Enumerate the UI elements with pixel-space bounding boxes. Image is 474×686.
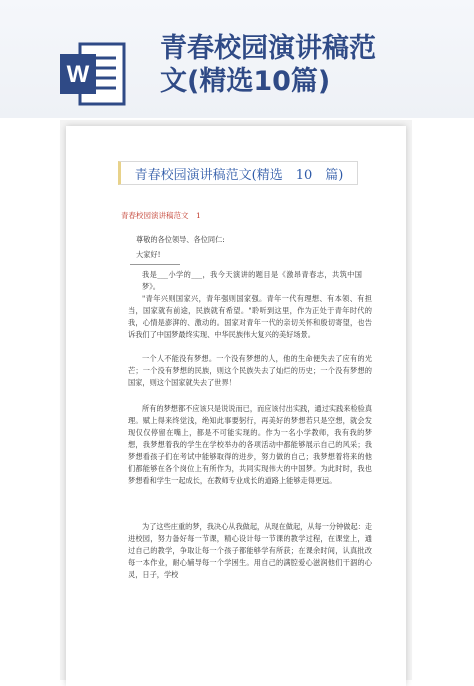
paragraph-1: 我是___小学的___，我今天演讲的题目是《激昂青春志，共筑中国梦》。: [142, 270, 362, 291]
paragraph-2: "青年兴则国家兴，青年强则国家强。青年一代有理想、有本领、有担当，国家就有前途，民族就有希望。"聆听到这里，作为正处于青年时代的我，心情是澎湃的、激动的。国家对青年一代的亲切关怀和殷切寄望，也告诉我们了中国梦最终实现、中华民族伟大复兴的美好场景。: [128, 294, 372, 339]
paragraph-4: 所有的梦想都不应该只是说说而已，而应该付出实践，通过实践来检验真理。赋上得来终觉浅，绝知此事要躬行，再美好的梦想若只是空想，就会发现仅仅停留在嘴上，都是不可能实现的。作为一名小学教师，我有我的梦想，我梦想着我的学生在学校举办的各项活动中都能够展示自己的风采；我梦想看孩子们在考试中能够取得的进步，努力做的自己；我梦想着将来的他们都能够在各个岗位上有所作为，共同实现伟大的中国梦。为此时时，我也梦想看和学生一起成长，在教师专业成长的道路上能够走得更远。: [128, 404, 373, 485]
salutation: 尊敬的各位领导、各位同仁:: [136, 235, 225, 244]
document-title: 青春校园演讲稿范文(精选 10 篇): [118, 161, 358, 185]
paragraph-5: 为了这些庄重的梦，我决心从我做起，从现在做起，从每一分钟做起：走进校园，努力备好每一节课，精心设计每一节课的教学过程，在课堂上，通过自己的教学，争取让每一个孩子都能够学有所获；在课余时间，认真批改每一本作业，耐心辅导每一个学困生。用自己的满腔爱心滋润他们干涸的心灵，日子，学校: [128, 522, 373, 579]
banner-title-line1: 青春校园演讲稿范: [160, 33, 376, 64]
greeting: 大家好!: [136, 250, 161, 259]
banner-title: [160, 32, 460, 98]
header-banner: [0, 0, 474, 118]
word-document-icon: [60, 40, 126, 108]
banner-title-line2: 文(精选10篇): [160, 66, 331, 97]
word-icon-letter: W: [66, 61, 90, 88]
greeting-rule: [130, 264, 180, 265]
document-page: [66, 126, 406, 686]
section-heading: 青春校园演讲稿范文 1: [121, 211, 201, 220]
paragraph-3: 一个人不能没有梦想。一个没有梦想的人，他的生命便失去了应有的光芒；一个没有梦想的民族，则这个民族失去了灿烂的历史；一个没有梦想的国家，则这个国家就失去了世界！: [128, 354, 372, 387]
